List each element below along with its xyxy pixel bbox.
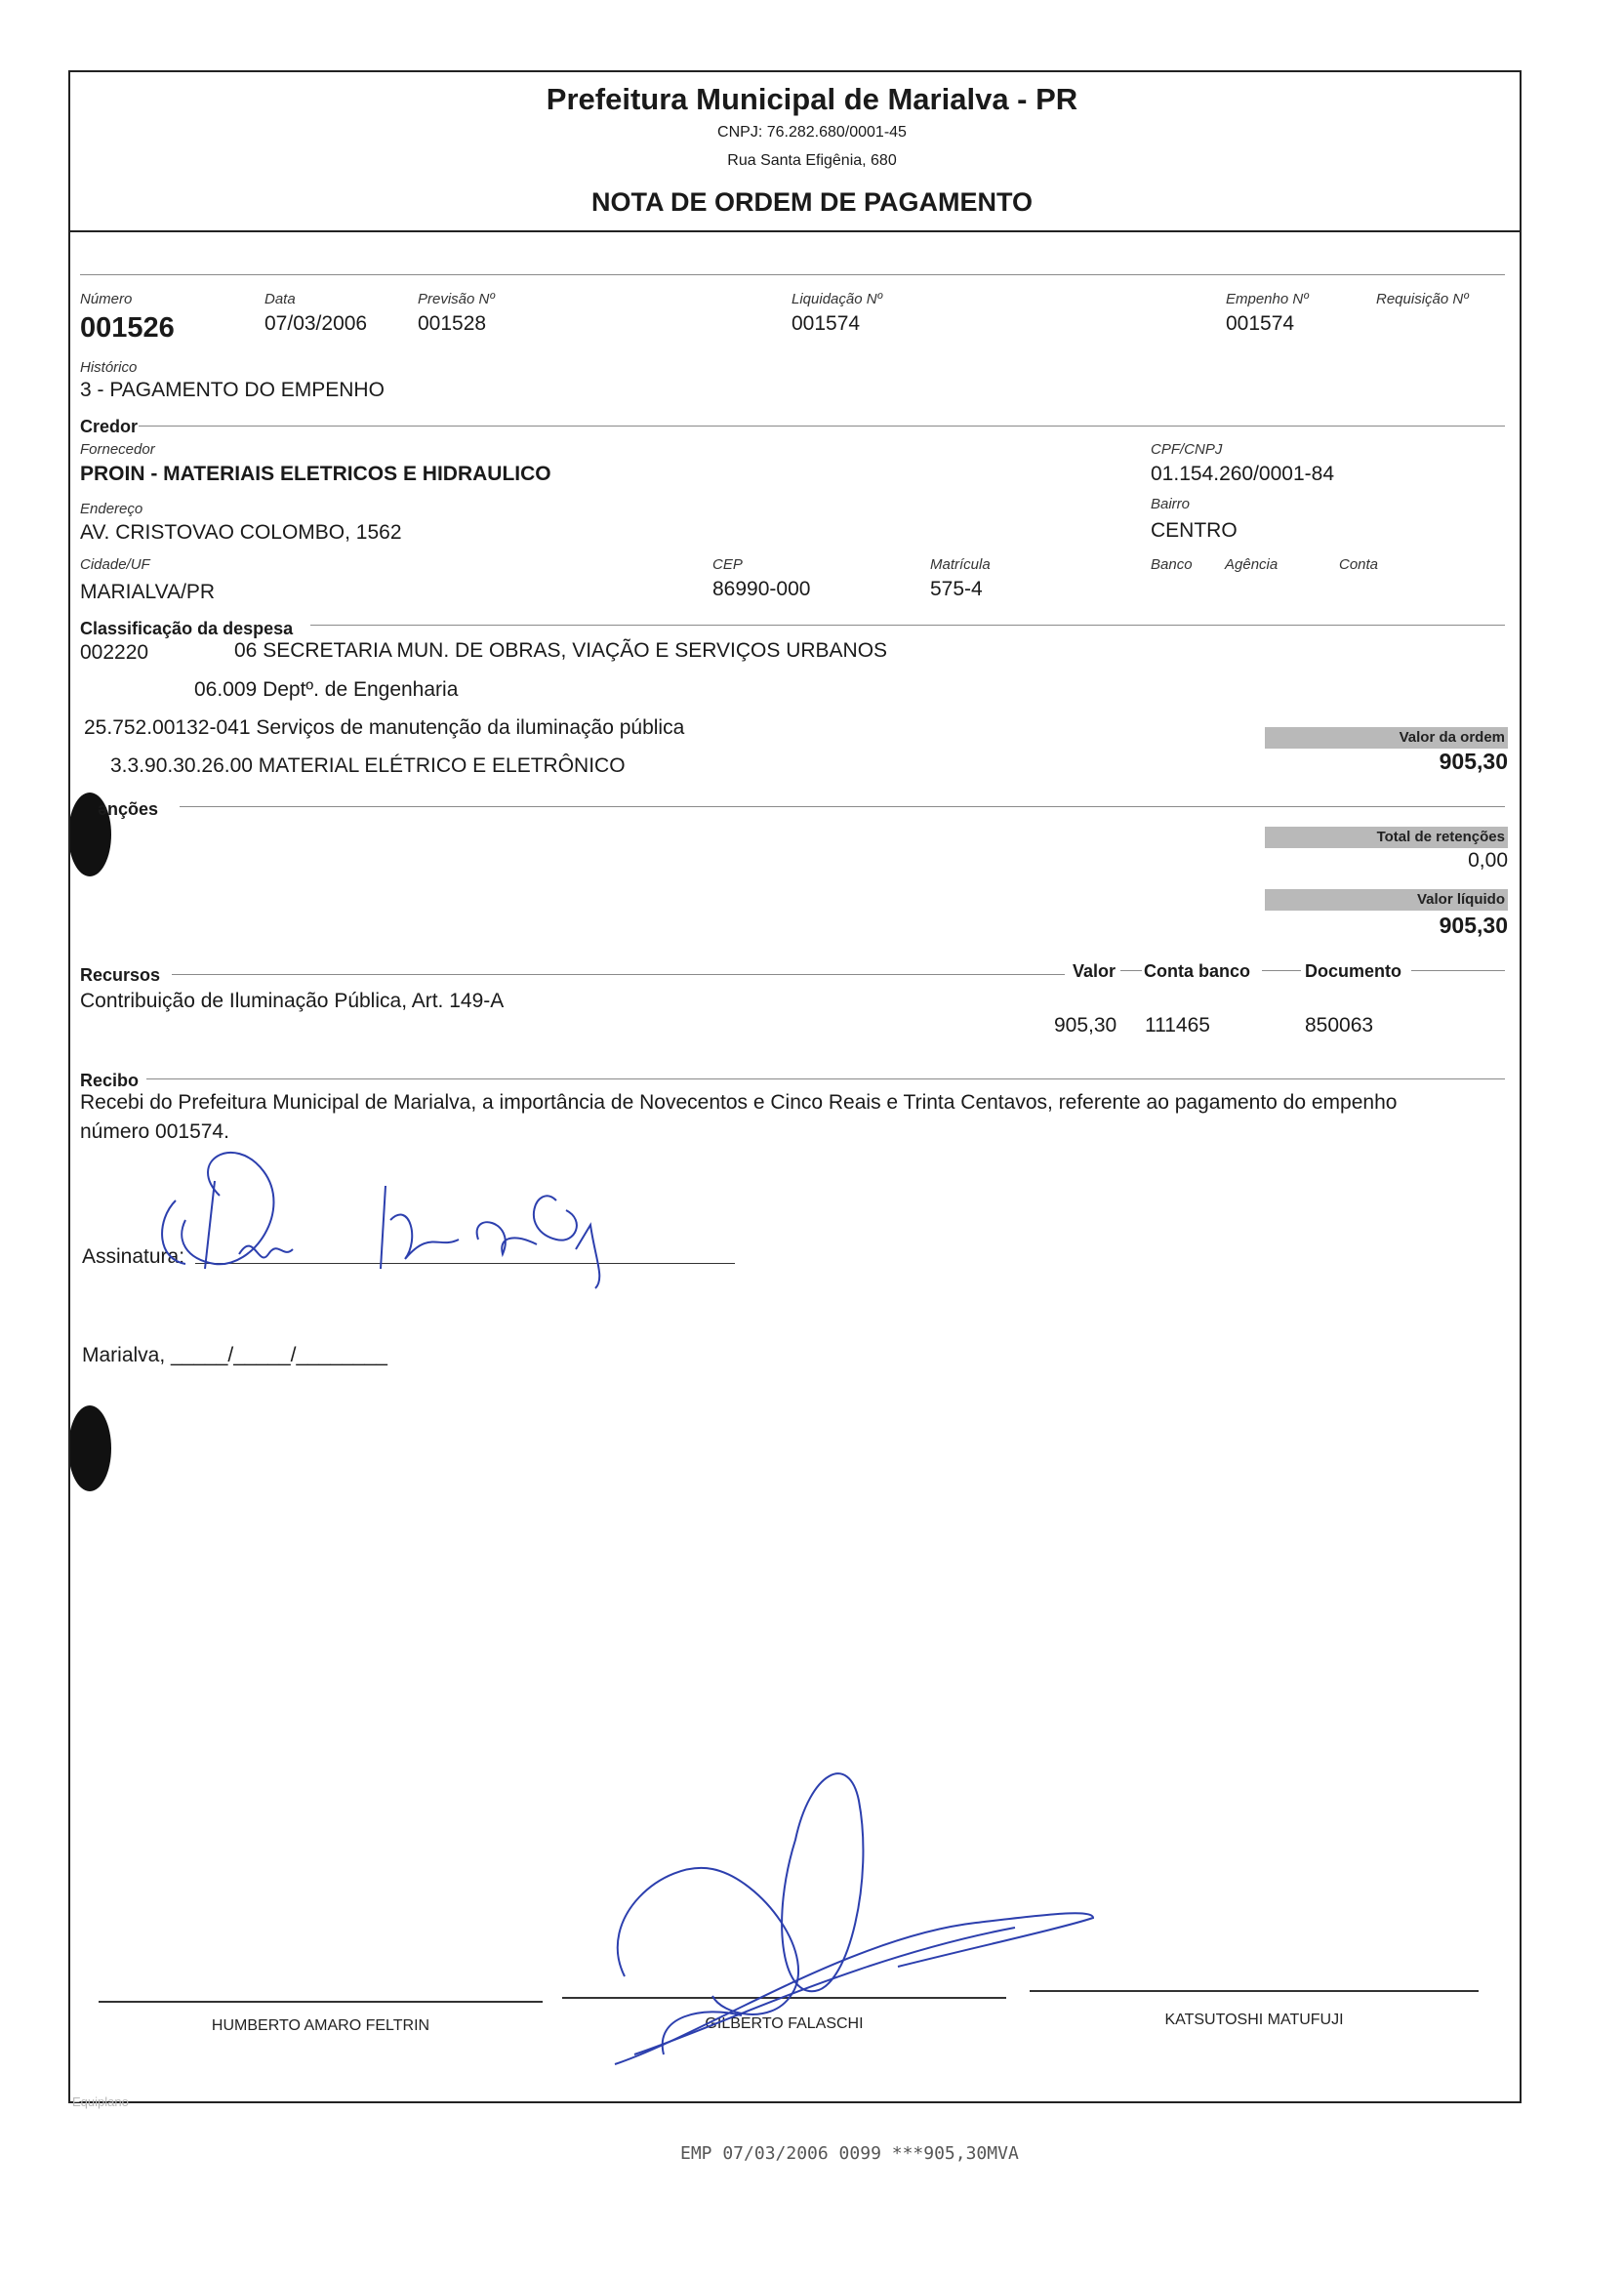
retencoes-rule — [180, 806, 1505, 807]
data-label: Data — [264, 291, 296, 307]
payment-stamp: EMP 07/03/2006 0099 ***905,30MVA — [680, 2143, 1019, 2164]
org-name: Prefeitura Municipal de Marialva - PR — [546, 82, 1078, 116]
org-address: Rua Santa Efigênia, 680 — [727, 152, 897, 169]
previsao-value: 001528 — [418, 312, 487, 335]
valor-ordem-label: Valor da ordem — [1265, 727, 1508, 749]
total-retencoes-value: 0,00 — [1468, 849, 1508, 872]
software-label: Equiplano — [72, 2094, 129, 2109]
recibo-signature-icon — [146, 1142, 673, 1308]
classificacao-secretaria: 06 SECRETARIA MUN. DE OBRAS, VIAÇÃO E SERVIÇOS URBANOS — [234, 639, 888, 662]
recursos-conta-banco: 111465 — [1145, 1014, 1210, 1037]
org-cnpj: CNPJ: 76.282.680/0001-45 — [717, 124, 907, 141]
matricula-value: 575-4 — [930, 578, 983, 600]
valor-ordem-value: 905,30 — [1439, 749, 1508, 774]
recursos-rule-1 — [172, 974, 1065, 975]
recursos-rule-4 — [1411, 970, 1505, 971]
retencoes-section-title: ənções — [98, 799, 159, 819]
endereco-value: AV. CRISTOVAO COLOMBO, 1562 — [80, 521, 402, 544]
numero-label: Número — [80, 291, 133, 307]
credor-rule — [139, 426, 1505, 427]
gilberto-signature-icon — [605, 1762, 1113, 2084]
signatory-name-2: GILBERTO FALASCHI — [705, 2015, 864, 2032]
previsao-label: Previsão Nº — [418, 291, 495, 307]
header-divider — [68, 230, 1522, 232]
recibo-section-title: Recibo — [80, 1071, 140, 1090]
cpf-label: CPF/CNPJ — [1151, 441, 1223, 458]
numero-value: 001526 — [80, 312, 175, 344]
recibo-text-line2: número 001574. — [80, 1120, 229, 1143]
document-title: NOTA DE ORDEM DE PAGAMENTO — [590, 187, 1033, 217]
signatory-name-3: KATSUTOSHI MATUFUJI — [1164, 2012, 1344, 2028]
recursos-valor: 905,30 — [1054, 1014, 1117, 1037]
classificacao-material: 3.3.90.30.26.00 MATERIAL ELÉTRICO E ELETRÔNICO — [110, 754, 626, 777]
empenho-label: Empenho Nº — [1226, 291, 1309, 307]
empenho-value: 001574 — [1226, 312, 1295, 335]
recursos-section-title: Recursos — [80, 965, 161, 985]
recibo-rule — [146, 1078, 1505, 1079]
recursos-documento: 850063 — [1305, 1014, 1374, 1037]
assinatura-label: Assinatura: — [82, 1245, 185, 1268]
classificacao-code: 002220 — [80, 641, 149, 664]
signatory-line-1 — [99, 2001, 543, 2003]
recursos-rule-3 — [1262, 970, 1301, 971]
classificacao-section-title: Classificação da despesa — [80, 619, 294, 638]
recibo-text-line1: Recebi do Prefeitura Municipal de Marialva, a importância de Novecentos e Cinco Reais e Trinta Centavos, referente ao pagamento do empenho — [80, 1091, 1398, 1114]
endereco-label: Endereço — [80, 501, 143, 517]
data-value: 07/03/2006 — [264, 312, 368, 335]
cep-label: CEP — [712, 556, 743, 573]
recursos-descricao: Contribuição de Iluminação Pública, Art. 149-A — [80, 990, 505, 1012]
matricula-label: Matrícula — [930, 556, 991, 573]
classificacao-servico: 25.752.00132-041 Serviços de manutenção da iluminação pública — [84, 716, 685, 739]
recursos-conta-label: Conta banco — [1144, 961, 1251, 981]
credor-section-title: Credor — [80, 417, 139, 436]
classificacao-rule — [310, 625, 1505, 626]
banco-label: Banco — [1151, 556, 1193, 573]
conta-label: Conta — [1339, 556, 1379, 573]
valor-liquido-value: 905,30 — [1439, 913, 1508, 938]
recursos-valor-label: Valor — [1073, 961, 1116, 981]
liquidacao-label: Liquidação Nº — [792, 291, 883, 307]
cep-value: 86990-000 — [712, 578, 811, 600]
recursos-documento-label: Documento — [1305, 961, 1401, 981]
historico-label: Histórico — [80, 359, 138, 376]
fornecedor-value: PROIN - MATERIAIS ELETRICOS E HIDRAULICO — [80, 463, 551, 485]
ids-top-rule — [80, 274, 1505, 275]
agencia-label: Agência — [1225, 556, 1279, 573]
classificacao-dept: 06.009 Deptº. de Engenharia — [194, 678, 459, 701]
historico-value: 3 - PAGAMENTO DO EMPENHO — [80, 379, 385, 401]
cidade-label: Cidade/UF — [80, 556, 150, 573]
requisicao-label: Requisição Nº — [1376, 291, 1469, 307]
total-retencoes-label: Total de retenções — [1265, 827, 1508, 848]
cidade-value: MARIALVA/PR — [80, 581, 216, 603]
local-date: Marialva, _____/_____/________ — [82, 1344, 387, 1366]
recursos-rule-2 — [1120, 970, 1142, 971]
signatory-name-1: HUMBERTO AMARO FELTRIN — [211, 2017, 430, 2034]
bairro-value: CENTRO — [1151, 519, 1238, 542]
fornecedor-label: Fornecedor — [80, 441, 155, 458]
cpf-value: 01.154.260/0001-84 — [1151, 463, 1335, 485]
liquidacao-value: 001574 — [792, 312, 861, 335]
valor-liquido-label: Valor líquido — [1265, 889, 1508, 911]
bairro-label: Bairro — [1151, 496, 1191, 512]
